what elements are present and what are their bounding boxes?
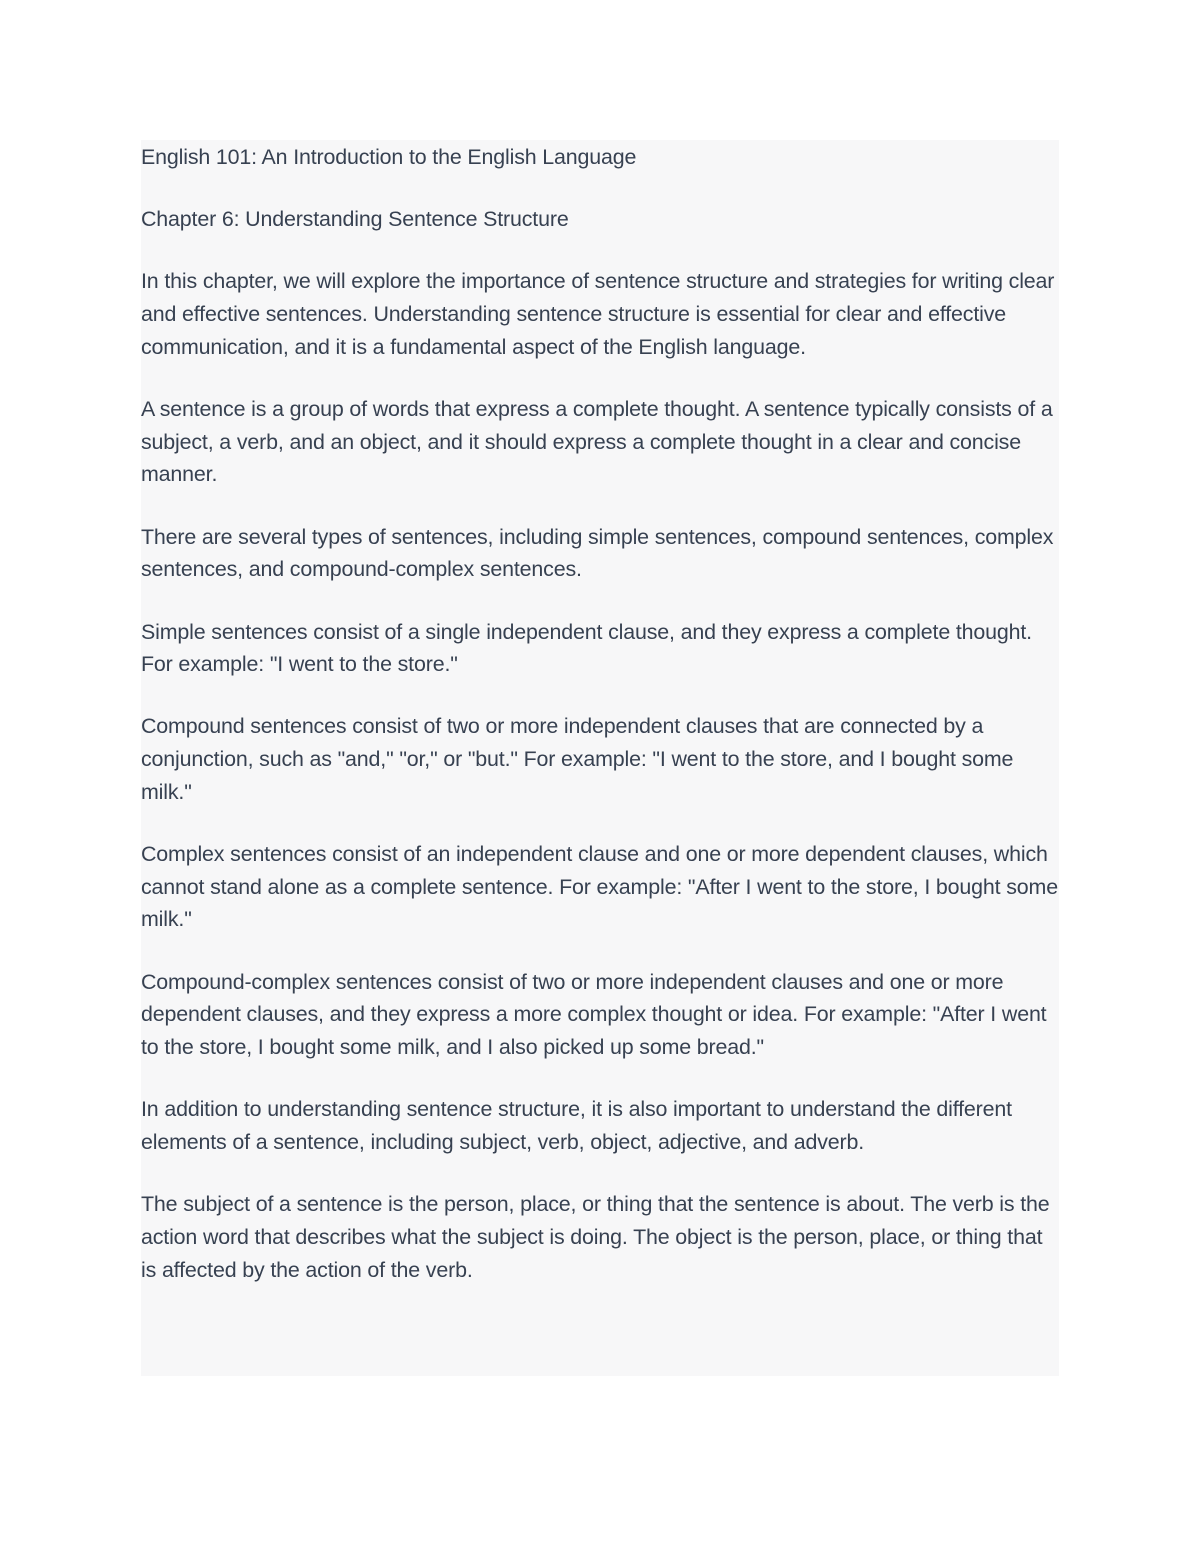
paragraph-complex-sentences: Complex sentences consist of an independent clause and one or more dependent clauses, which cannot stand alone as a complete sentence. For example: "After I went to the store, I bought some milk."	[141, 842, 1058, 932]
paragraph-intro: In this chapter, we will explore the importance of sentence structure and strategies for writing clear and effective sentences. Understanding sentence structure is essential for clear and effective communication, and it is a fundamental aspect of the English language.	[141, 269, 1055, 359]
paragraph-subject-verb-object: The subject of a sentence is the person, place, or thing that the sentence is about. The verb is the action word that describes what the subject is doing. The object is the person, place, or thing that is affected by the action of the verb.	[141, 1192, 1050, 1282]
paragraph-sentence-types: There are several types of sentences, including simple sentences, compound sentences, complex sentences, and compound-complex sentences.	[141, 524, 1054, 582]
paragraph-sentence-definition: A sentence is a group of words that express a complete thought. A sentence typically consists of a subject, a verb, and an object, and it should express a complete thought in a clear and concise manner.	[141, 397, 1053, 487]
paragraph-compound-sentences: Compound sentences consist of two or more independent clauses that are connected by a conjunction, such as "and," "or," or "but." For example: "I went to the store, and I bought some milk."	[141, 714, 1014, 804]
chapter-heading: Chapter 6: Understanding Sentence Structure	[141, 207, 569, 232]
paragraph-simple-sentences: Simple sentences consist of a single independent clause, and they express a complete thought. For example: "I went to the store."	[141, 619, 1032, 677]
paragraph-compound-complex-sentences: Compound-complex sentences consist of two or more independent clauses and one or more dependent clauses, and they express a more complex thought or idea. For example: "After I went to the store, I bought some milk, and I also picked up some bread."	[141, 969, 1047, 1060]
document-title: English 101: An Introduction to the English Language	[141, 145, 637, 169]
document-content-block	[141, 140, 1059, 1376]
paragraph-sentence-elements: In addition to understanding sentence structure, it is also important to understand the different elements of a sentence, including subject, verb, object, adjective, and adverb.	[141, 1097, 1012, 1154]
